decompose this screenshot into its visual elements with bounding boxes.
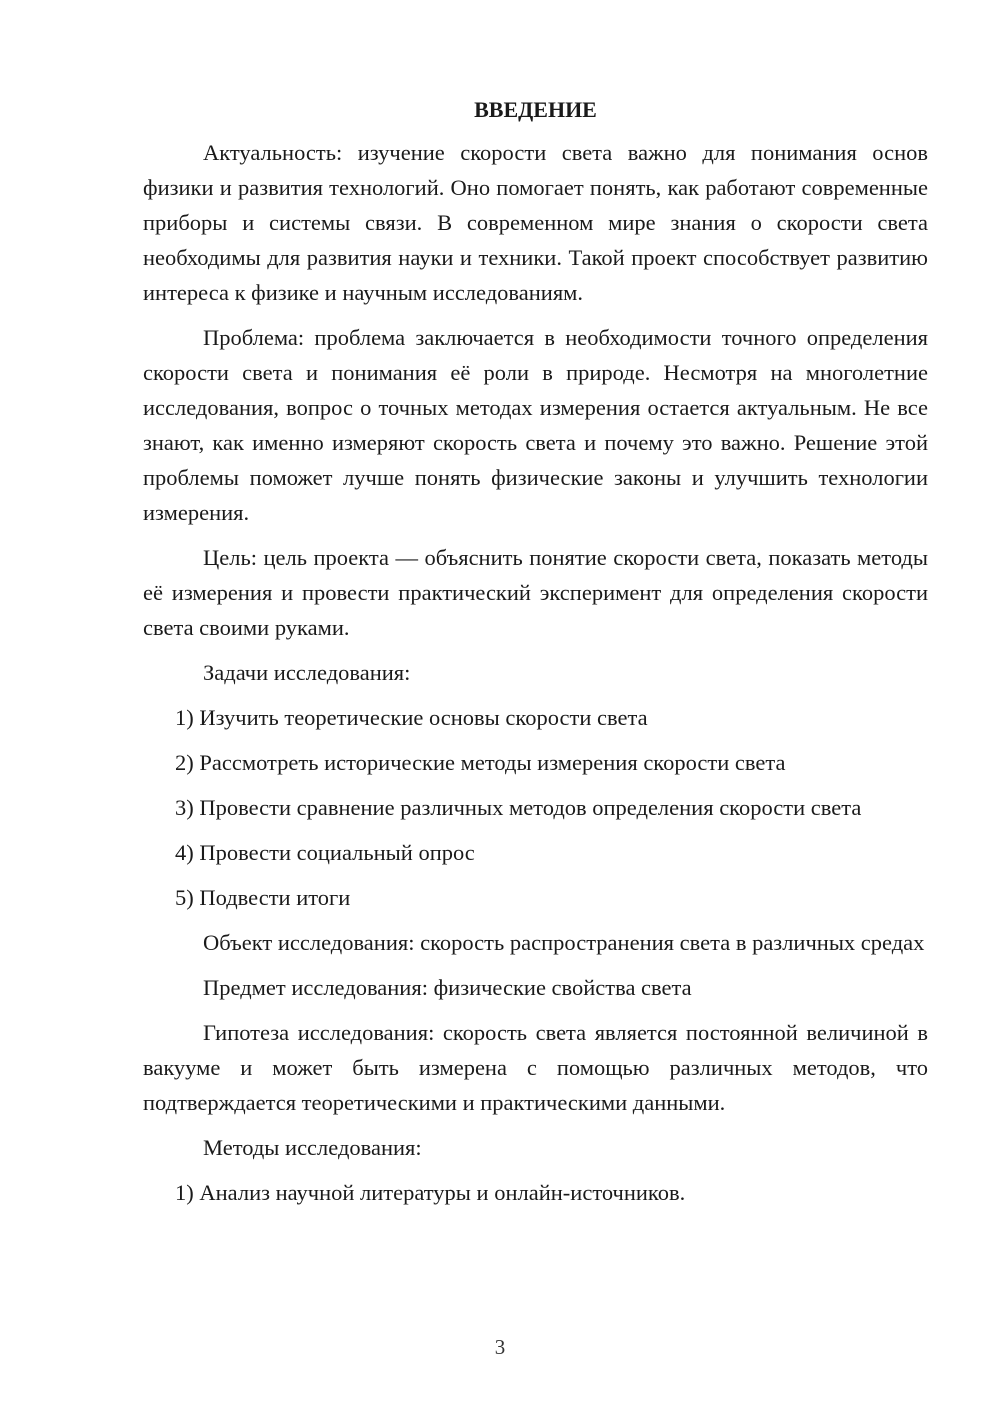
task-item-2: 2) Рассмотреть исторические методы измерения скорости света xyxy=(175,750,786,775)
task-item-3: 3) Провести сравнение различных методов определения скорости света xyxy=(175,795,862,820)
hypothesis-paragraph: Гипотеза исследования: скорость света является постоянной величиной в вакууме и может быть измерена с помощью различных методов, что подтверждается теоретическими и практическими данными. xyxy=(143,1020,928,1115)
problem-paragraph: Проблема: проблема заключается в необходимости точного определения скорости света и понимания её роли в природе. Несмотря на многолетние исследования, вопрос о точных методах измерения остается актуальным. Не все знают, как именно измеряют скорость света и почему это важно. Решение этой проблемы поможет лучше понять физические законы и улучшить технологии измерения. xyxy=(143,325,928,525)
document-page xyxy=(143,95,928,1220)
page-number: 3 xyxy=(494,1335,506,1359)
methods-heading: Методы исследования: xyxy=(203,1135,422,1160)
tasks-list xyxy=(143,700,928,915)
methods-list xyxy=(143,1175,928,1210)
object-paragraph: Объект исследования: скорость распространения света в различных средах xyxy=(203,930,925,955)
page-title: ВВЕДЕНИЕ xyxy=(474,97,597,122)
task-item-1: 1) Изучить теоретические основы скорости света xyxy=(175,705,648,730)
tasks-heading: Задачи исследования: xyxy=(203,660,411,685)
relevance-paragraph: Актуальность: изучение скорости света важно для понимания основ физики и развития технологий. Оно помогает понять, как работают современные приборы и системы связи. В современном мире знания о скорости света необходимы для развития науки и техники. Такой проект способствует развитию интереса к физике и научным исследованиям. xyxy=(143,140,928,305)
subject-paragraph: Предмет исследования: физические свойства света xyxy=(203,975,692,1000)
task-item-4: 4) Провести социальный опрос xyxy=(175,840,475,865)
task-item-5: 5) Подвести итоги xyxy=(175,885,351,910)
goal-paragraph: Цель: цель проекта — объяснить понятие скорости света, показать методы её измерения и провести практический эксперимент для определения скорости света своими руками. xyxy=(143,545,928,640)
method-item-1: 1) Анализ научной литературы и онлайн-источников. xyxy=(175,1180,686,1205)
